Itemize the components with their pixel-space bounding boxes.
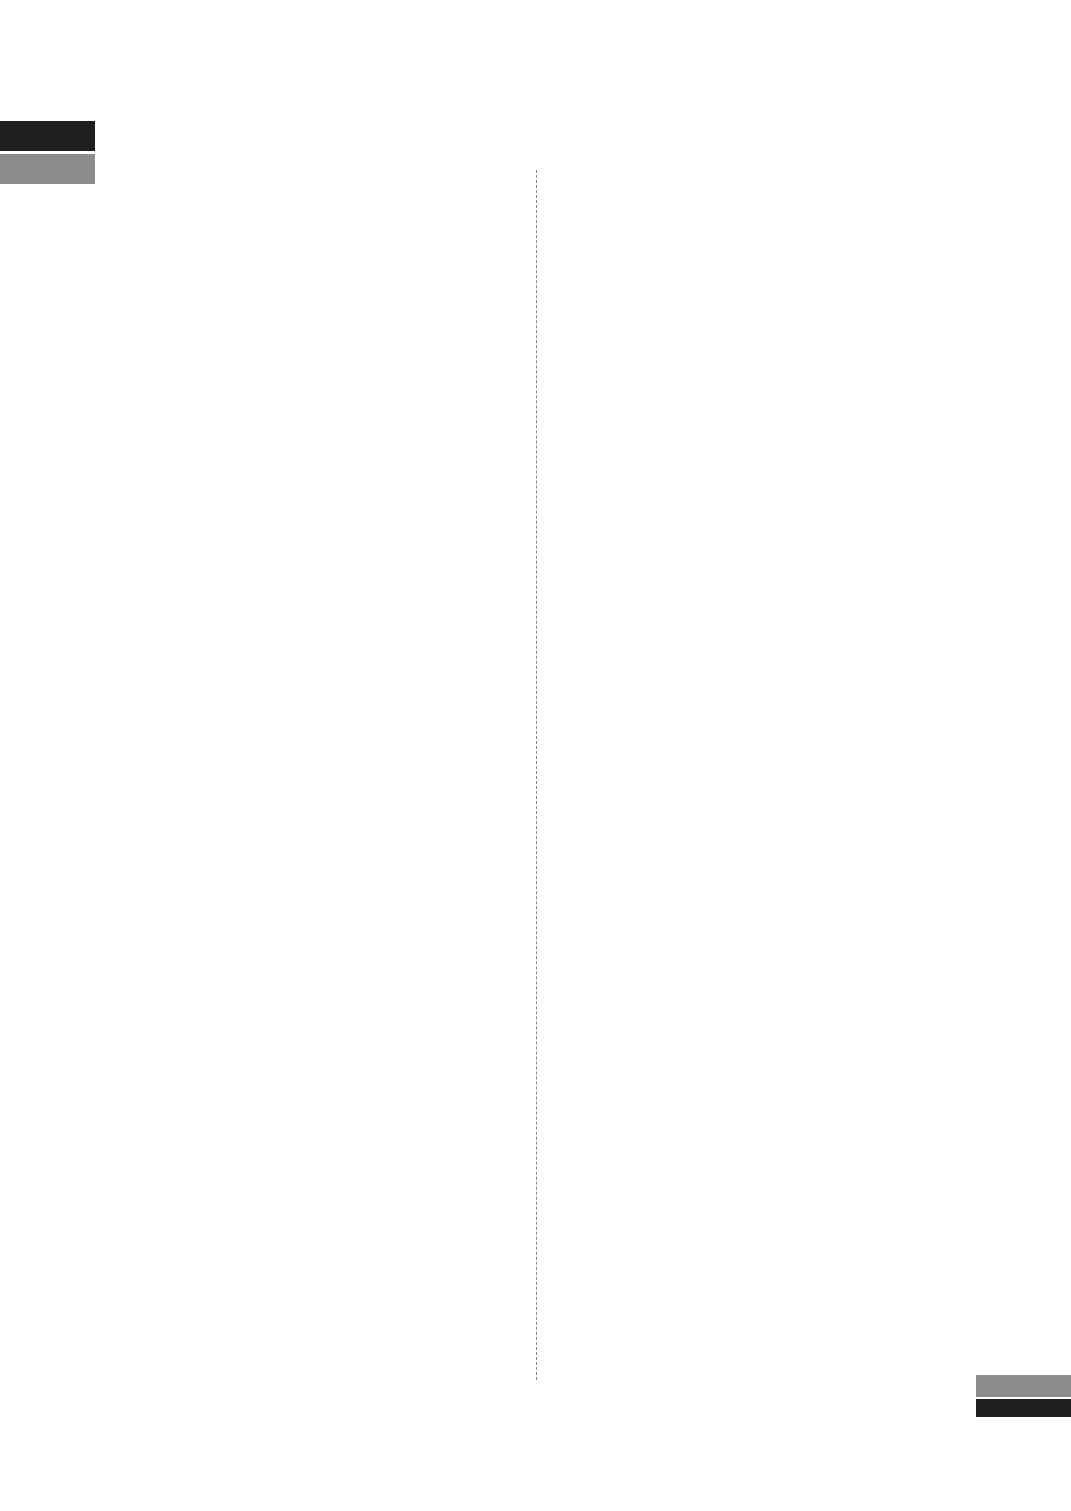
title-accent-black [0, 121, 95, 151]
right-accent-black [976, 1399, 1071, 1417]
title-accent-grey [0, 154, 95, 184]
right-accent-grey [976, 1375, 1071, 1397]
column-divider [536, 170, 537, 1380]
